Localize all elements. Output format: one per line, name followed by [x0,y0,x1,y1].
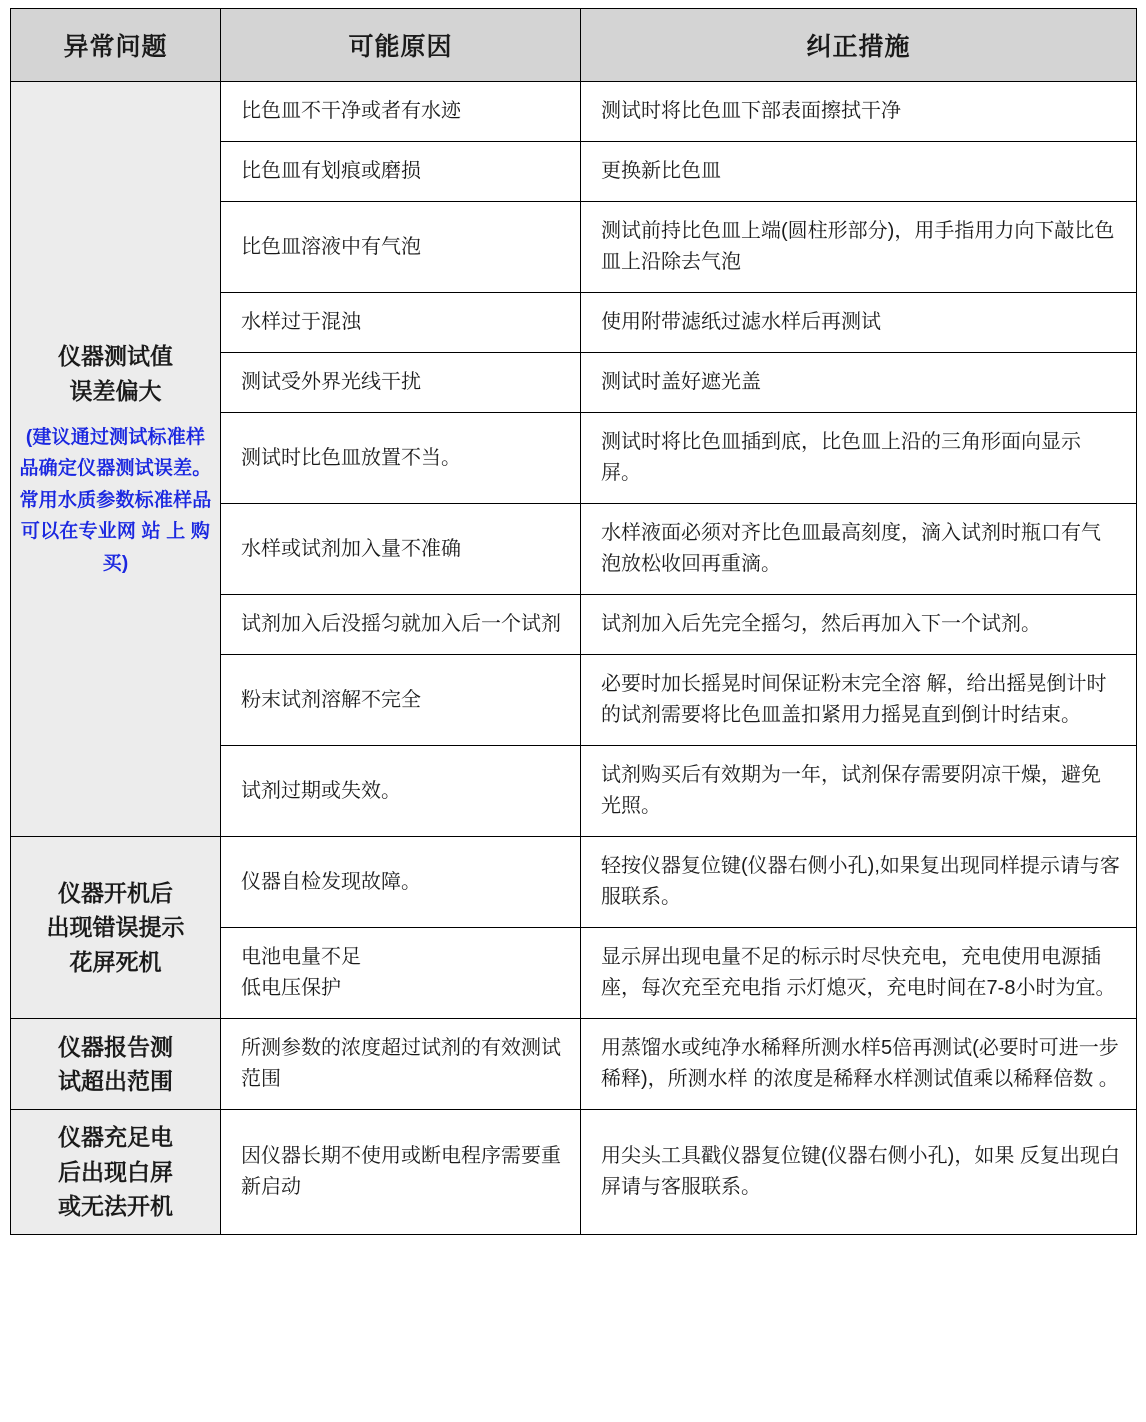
header-cause: 可能原因 [221,9,581,82]
action-cell: 测试时将比色皿下部表面擦拭干净 [581,82,1137,142]
table-row [11,1019,1137,1110]
problem-label-line1: 仪器报告测 [58,1033,173,1060]
header-row [11,9,1137,82]
cause-cell [221,928,581,1019]
problem-label-line2: 出现错误提示 [46,914,185,941]
problem-cell-group-1 [11,82,221,837]
table-header [11,9,1137,82]
problem-label-line2: 试超出范围 [58,1068,173,1094]
action-cell: 试剂购买后有效期为一年，试剂保存需要阴凉干燥，避免光照。 [581,746,1137,837]
cause-cell: 测试受外界光线干扰 [221,353,581,413]
problem-note: (建议通过测试标准样品确定仪器测试误差。常用水质参数标准样品可以在专业网 站 上 购买) [19,427,212,574]
cause-cell: 比色皿不干净或者有水迹 [221,82,581,142]
action-cell: 试剂加入后先完全摇匀，然后再加入下一个试剂。 [581,595,1137,655]
problem-label-line3: 或无法开机 [58,1193,173,1219]
cause-cell: 粉末试剂溶解不完全 [221,655,581,746]
cause-cell: 仪器自检发现故障。 [221,837,581,928]
cause-cell: 测试时比色皿放置不当。 [221,413,581,504]
action-cell: 使用附带滤纸过滤水样后再测试 [581,293,1137,353]
action-cell: 测试前持比色皿上端(圆柱形部分)，用手指用力向下敲比色皿上沿除去气泡 [581,202,1137,293]
problem-label-line1: 仪器测试值 [58,343,173,370]
action-cell: 测试时盖好遮光盖 [581,353,1137,413]
cause-cell: 比色皿有划痕或磨损 [221,142,581,202]
problem-label-line2: 后出现白屏 [58,1158,173,1185]
cause-cell: 比色皿溶液中有气泡 [221,202,581,293]
table-row [11,1110,1137,1235]
problem-label-line3: 花屏死机 [69,948,162,975]
action-cell: 显示屏出现电量不足的标示时尽快充电，充电使用电源插座，每次充至充电指 示灯熄灭，充电时间在7-8小时为宜。 [581,928,1137,1019]
action-cell: 用尖头工具戳仪器复位键(仪器右侧小孔)，如果 反复出现白屏请与客服联系。 [581,1110,1137,1235]
problem-cell-group-4 [11,1110,221,1235]
action-cell: 用蒸馏水或纯净水稀释所测水样5倍再测试(必要时可进一步稀释)，所测水样 的浓度是稀释水样测试值乘以稀释倍数 。 [581,1019,1137,1110]
cause-cell: 试剂加入后没摇匀就加入后一个试剂 [221,595,581,655]
action-cell: 水样液面必须对齐比色皿最高刻度，滴入试剂时瓶口有气泡放松收回再重滴。 [581,504,1137,595]
action-cell: 测试时将比色皿插到底，比色皿上沿的三角形面向显示屏。 [581,413,1137,504]
troubleshooting-table [10,8,1137,1235]
action-cell: 必要时加长摇晃时间保证粉末完全溶 解，给出摇晃倒计时的试剂需要将比色皿盖扣紧用力摇晃直到倒计时结束。 [581,655,1137,746]
problem-label-line1: 仪器开机后 [58,879,173,906]
table-row [11,837,1137,928]
problem-label-line2: 误差偏大 [69,377,162,404]
table-row [11,82,1137,142]
cause-cell: 水样或试剂加入量不准确 [221,504,581,595]
action-cell: 轻按仪器复位键(仪器右侧小孔),如果复出现同样提示请与客服联系。 [581,837,1137,928]
cause-cell: 因仪器长期不使用或断电程序需要重新启动 [221,1110,581,1235]
cause-cell: 试剂过期或失效。 [221,746,581,837]
table-body [11,82,1137,1235]
cause-cell: 水样过于混浊 [221,293,581,353]
header-action: 纠正措施 [581,9,1137,82]
cause-line1: 电池电量不足 [241,946,361,968]
action-cell: 更换新比色皿 [581,142,1137,202]
problem-label-line1: 仪器充足电 [58,1124,173,1150]
cause-line2: 低电压保护 [241,977,341,999]
problem-cell-group-2 [11,837,221,1019]
problem-cell-group-3 [11,1019,221,1110]
header-problem: 异常问题 [11,9,221,82]
cause-cell: 所测参数的浓度超过试剂的有效测试范围 [221,1019,581,1110]
